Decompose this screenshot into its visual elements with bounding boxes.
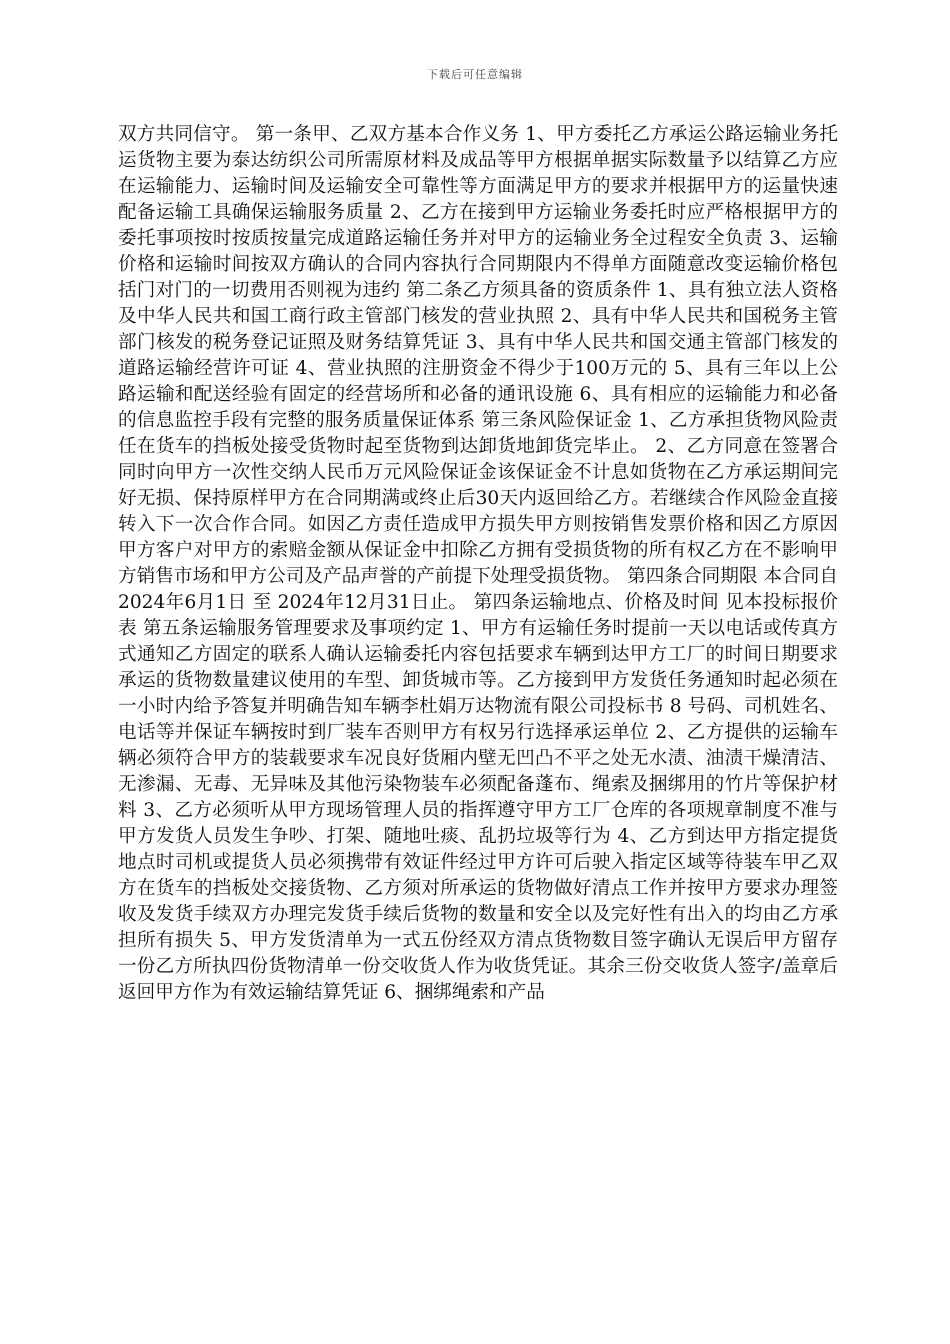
page-header: 下载后可任意编辑	[427, 68, 523, 81]
contract-body-text: 双方共同信守。 第一条甲、乙双方基本合作义务 1、甲方委托乙方承运公路运输业务托运货物主要为泰达纺织公司所需原材料及成品等甲方根据单据实际数量予以结算乙方应在运输能力、运输时间及运输安全可靠性等方面满足甲方的要求并根据甲方的运量快速配备运输工具确保运输服务质量 2、乙方在接到甲方运输业务委托时应严格根据甲方的委托事项按时按质按量完成道路运输任务并对甲方的运输业务全过程安全负责 3、运输价格和运输时间按双方确认的合同内容执行合同期限内不得单方面随意改变运输价格包括门对门的一切费用否则视为违约 第二条乙方须具备的资质条件 1、具有独立法人资格及中华人民共和国工商行政主管部门核发的营业执照 2、具有中华人民共和国税务主管部门核发的税务登记证照及财务结算凭证 3、具有中华人民共和国交通主管部门核发的道路运输经营许可证 4、营业执照的注册资金不得少于100万元的 5、具有三年以上公路运输和配送经验有固定的经营场所和必备的通讯设施 6、具有相应的运输能力和必备的信息监控手段有完整的服务质量保证体系 第三条风险保证金 1、乙方承担货物风险责任在货车的挡板处接受货物时起至货物到达卸货地卸货完毕止。 2、乙方同意在签署合同时向甲方一次性交纳人民币万元风险保证金该保证金不计息如货物在乙方承运期间完好无损、保持原样甲方在合同期满或终止后30天内返回给乙方。若继续合作风险金直接转入下一次合作合同。如因乙方责任造成甲方损失甲方则按销售发票价格和因乙方原因甲方客户对甲方的索赔金额从保证金中扣除乙方拥有受损货物的所有权乙方在不影响甲方销售市场和甲方公司及产品声誉的产前提下处理受损货物。 第四条合同期限 本合同自 2024年6月1日 至 2024年12月31日止。 第四条运输地点、价格及时间 见本投标报价表 第五条运输服务管理要求及事项约定 1、甲方有运输任务时提前一天以电话或传真方式通知乙方固定的联系人确认运输委托内容包括要求车辆到达甲方工厂的时间日期要求承运的货物数量建议使用的车型、卸货城市等。乙方接到甲方发货任务通知时起必须在一小时内给予答复并明确告知车辆李杜娟万达物流有限公司投标书 8 号码、司机姓名、电话等并保证车辆按时到厂装车否则甲方有权另行选择承运单位 2、乙方提供的运输车辆必须符合甲方的装载要求车况良好货厢内壁无凹凸不平之处无水渍、油渍干燥清洁、无渗漏、无毒、无异味及其他污染物装车必须配备蓬布、绳索及捆绑用的竹片等保护材料 3、乙方必须听从甲方现场管理人员的指挥遵守甲方工厂仓库的各项规章制度不准与甲方发货人员发生争吵、打架、随地吐痰、乱扔垃圾等行为 4、乙方到达甲方指定提货地点时司机或提货人员必须携带有效证件经过甲方许可后驶入指定区域等待装车甲乙双方在货车的挡板处交接货物、乙方须对所承运的货物做好清点工作并按甲方要求办理签收及发货手续双方办理完发货手续后货物的数量和安全以及完好性有出入的均由乙方承担所有损失 5、甲方发货清单为一式五份经双方清点货物数目签字确认无误后甲方留存一份乙方所执四份货物清单一份交收货人作为收货凭证。其余三份交收货人签字/盖章后返回甲方作为有效运输结算凭证 6、捆绑绳索和产品	[118, 124, 838, 1003]
